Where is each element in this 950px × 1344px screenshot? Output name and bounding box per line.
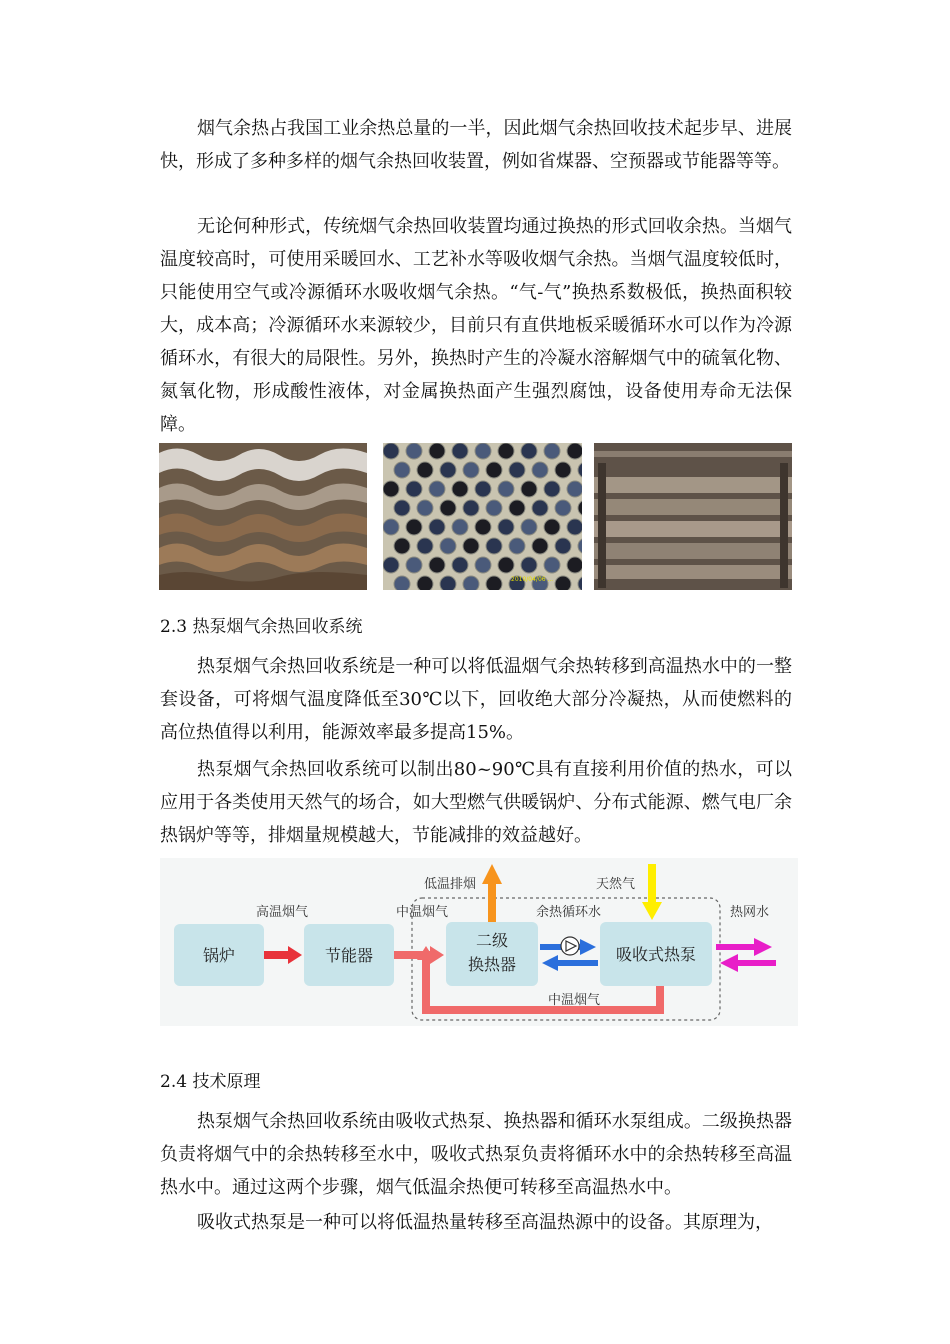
tube-hole [509, 462, 525, 478]
label-low-temp-exhaust: 低温排烟 [424, 877, 477, 892]
tube-hole [498, 519, 514, 535]
tube-hole [406, 519, 422, 535]
tube-hole [475, 481, 491, 497]
tube-hole [555, 538, 571, 554]
tube-hole [509, 500, 525, 516]
tube-hole [417, 538, 433, 554]
tube-hole [429, 443, 445, 459]
tube-hole [452, 519, 468, 535]
paragraph-absorption-heat-pump: 吸收式热泵是一种可以将低温热量转移至高温热源中的设备。其原理为， [197, 1212, 773, 1233]
tube-hole [567, 443, 582, 459]
tube-hole [440, 576, 456, 590]
tube-hole [440, 500, 456, 516]
tube-hole [429, 519, 445, 535]
tube-hole [532, 500, 548, 516]
photo-corroded-tubes [594, 443, 792, 590]
tube-hole [406, 481, 422, 497]
photo-timestamp: 2010/04/06 ... [511, 576, 554, 583]
paragraph-hot-water-output: 热泵烟气余热回收系统可以制出80~90℃具有直接利用价值的热水，可以应用于各类使用天然气的场合，如大型燃气供暖锅炉、分布式能源、燃气电厂余热锅炉等等，排烟量规模越大，节能减排的效益越好。 [160, 759, 792, 846]
tube-hole [498, 481, 514, 497]
label-heating-water: 热网水 [730, 905, 770, 920]
tube-hole [383, 481, 399, 497]
paragraph-heat-pump-system: 热泵烟气余热回收系统是一种可以将低温烟气余热转移到高温热水中的一整套设备，可将烟气温度降低至30℃以下，回收绝大部分冷凝热，从而使燃料的高位热值得以利用，能源效率最多提高15%。 [160, 656, 792, 743]
tube-hole [498, 557, 514, 573]
tube-hole [394, 462, 410, 478]
label-waste-heat-water: 余热循环水 [536, 905, 602, 920]
label-natural-gas: 天然气 [596, 877, 636, 892]
tube-hole [429, 481, 445, 497]
photo-corroded-fins [159, 443, 367, 590]
tube-hole [417, 462, 433, 478]
tube-hole [521, 443, 537, 459]
tube-hole [555, 500, 571, 516]
tube-hole [475, 519, 491, 535]
tube-hole [417, 500, 433, 516]
tube-hole [521, 519, 537, 535]
tube-hole [406, 443, 422, 459]
tube-hole [532, 538, 548, 554]
tube-hole [532, 462, 548, 478]
tube-hole [486, 500, 502, 516]
tube-hole [440, 462, 456, 478]
paragraph-system-composition: 热泵烟气余热回收系统由吸收式热泵、换热器和循环水泵组成。二级换热器负责将烟气中的余热转移至水中，吸收式热泵负责将循环水中的余热转移至高温热水中。通过这两个步骤，烟气低温余热便可转移至高温热水中。 [160, 1111, 792, 1198]
hx-label-line2: 换热器 [467, 955, 517, 974]
label-high-temp-flue: 高温烟气 [256, 905, 309, 920]
circulation-pump-icon [561, 937, 579, 955]
tube-hole [452, 481, 468, 497]
tube-hole [486, 576, 502, 590]
tube-hole [486, 462, 502, 478]
tube-hole [463, 462, 479, 478]
tube-hole [555, 576, 571, 590]
heading-2-3: 2.3 热泵烟气余热回收系统 [160, 617, 363, 637]
tube-hole [452, 443, 468, 459]
tube-hole [417, 576, 433, 590]
tube-hole [463, 538, 479, 554]
paragraph-traditional-recovery: 无论何种形式，传统烟气余热回收装置均通过换热的形式回收余热。当烟气温度较高时，可使用采暖回水、工艺补水等吸收烟气余热。当烟气温度较低时，只能使用空气或冷源循环水吸收烟气余热。“气-气”换热系数极低，换热面积较大，成本高；冷源循环水来源较少，目前只有直供地板采暖循环水可以作为冷源循环水，有很大的局限性。另外，换热时产生的冷凝水溶解烟气中的硫氧化物、氮氧化物，形成酸性液体，对金属换热面产生强烈腐蚀，设备使用寿命无法保障。 [160, 216, 792, 435]
tube-hole [498, 443, 514, 459]
tube-hole [429, 557, 445, 573]
paragraph-flue-gas-intro: 烟气余热占我国工业余热总量的一半，因此烟气余热回收技术起步早、进展快，形成了多种多样的烟气余热回收装置，例如省煤器、空预器或节能器等等。 [160, 118, 792, 172]
flow-diagram [160, 858, 798, 1026]
label-mid-temp-flue-bottom: 中温烟气 [548, 993, 601, 1008]
boiler-label: 锅炉 [202, 946, 236, 965]
tube-hole [486, 538, 502, 554]
tube-hole [544, 443, 560, 459]
tube-hole [406, 557, 422, 573]
tube-hole [463, 576, 479, 590]
tube-hole [475, 557, 491, 573]
tube-hole [555, 462, 571, 478]
tube-hole [567, 557, 582, 573]
tube-hole [394, 576, 410, 590]
tube-hole [544, 519, 560, 535]
tube-hole [463, 500, 479, 516]
tube-hole [383, 443, 399, 459]
tube-hole [567, 519, 582, 535]
tube-hole [383, 519, 399, 535]
hx-label-line1: 二级 [475, 931, 509, 950]
tube-hole [440, 538, 456, 554]
photo-corroded-tubesheet [383, 443, 582, 590]
economizer-label: 节能器 [324, 946, 374, 965]
tube-hole [383, 557, 399, 573]
heading-2-4: 2.4 技术原理 [160, 1072, 261, 1092]
heat-pump-label: 吸收式热泵 [615, 945, 697, 964]
tube-hole [567, 481, 582, 497]
tube-hole [394, 500, 410, 516]
tube-hole [544, 481, 560, 497]
tube-hole [475, 443, 491, 459]
tube-hole [509, 538, 525, 554]
tube-hole [452, 557, 468, 573]
tube-hole [544, 557, 560, 573]
tube-hole [394, 538, 410, 554]
label-mid-temp-flue-top: 中温烟气 [396, 905, 449, 920]
tube-hole [521, 557, 537, 573]
tube-hole [521, 481, 537, 497]
